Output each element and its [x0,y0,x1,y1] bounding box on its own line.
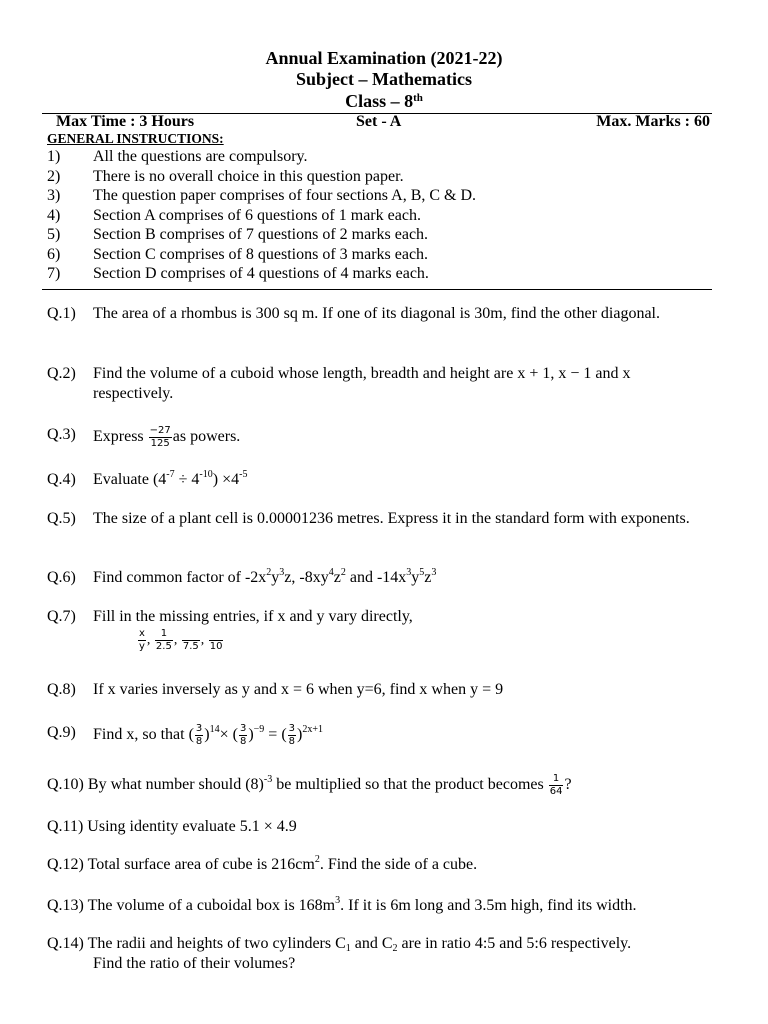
blank-numerator [182,628,200,641]
exam-class [0,91,768,112]
fraction-numerator: −27 [149,425,171,436]
question-text [47,855,719,875]
blank-fraction [209,628,224,653]
fraction-denominator: 8 [239,736,247,747]
question-text: Fill in the missing entries, if x and y vary directly, [93,608,413,625]
q10-part: By what number should (8) [83,776,264,794]
fraction-numerator: 3 [195,723,203,734]
question-number: Q.11) [47,818,84,835]
exponent: 3 [279,567,285,578]
fraction [138,628,146,653]
fraction-denominator: 7.5 [182,641,199,652]
fraction [239,723,247,748]
fraction [155,628,173,653]
question-number: Q.10) [47,776,84,794]
q14-part: and C [350,935,393,952]
question-text: The size of a plant cell is 0.00001236 metres. Express it in the standard form with exponents. [93,510,690,527]
q14-part: are in ratio 4:5 and 5:6 respectively. [397,935,632,952]
exponent: 2 [314,854,320,865]
exam-meta-row [42,113,712,133]
q10-part: ? [564,776,572,794]
question-text [93,425,719,450]
class-label: Class – 8 [345,91,414,111]
instructions-divider [42,289,712,290]
blank-fraction [182,628,200,653]
question-text: Find the ratio of their volumes? [93,955,296,972]
q4-part: ) ×4 [212,471,240,488]
exponent: 4 [328,567,334,578]
instruction-number: 5) [47,226,61,243]
instruction-text: Section D comprises of 4 questions of 4 marks each. [93,265,429,282]
q9-part: ) [248,726,254,744]
question-number: Q.12) [47,856,84,873]
question-number: Q.13) [47,897,84,914]
q3-post: as powers. [172,428,241,446]
q13-part: The volume of a cuboidal box is 168m [83,897,336,914]
separator: , [146,632,151,648]
q12-part: . Find the side of a cube. [319,856,478,873]
fraction-denominator: 8 [288,736,296,747]
question-text: If x varies inversely as y and x = 6 when y=6, find x when y = 9 [93,681,504,698]
fraction-denominator: 10 [209,641,223,652]
question-text: The area of a rhombus is 300 sq m. If one of its diagonal is 30m, find the other diagonal. [93,305,660,322]
instructions-heading: GENERAL INSTRUCTIONS: [47,131,224,146]
fraction-denominator: y [139,641,145,652]
q4-part: Evaluate (4 [93,471,167,488]
separator: , [173,632,178,648]
exponent: −9 [253,724,265,736]
exponent: 2 [340,567,346,578]
subscript: 1 [345,943,351,954]
question-text: Find the volume of a cuboid whose length, breadth and height are x + 1, x − 1 and x respectively. [93,365,631,402]
question-number: Q.6) [47,569,76,586]
exponent: -10 [199,469,213,480]
exponent: -5 [239,469,248,480]
question-text [47,896,719,916]
subscript: 2 [392,943,398,954]
q6-part: z, -8xy [284,569,329,586]
q6-part: z [424,569,432,586]
fraction-numerator: x [139,628,145,639]
exam-title: Annual Examination (2021-22) [265,48,503,68]
q6-part: z [333,569,341,586]
q10-part: be multiplied so that the product becomes [272,776,548,794]
instruction-text: Section C comprises of 8 questions of 3 marks each. [93,246,429,263]
fraction-denominator: 125 [150,438,170,449]
exponent: 3 [431,567,437,578]
exponent: 14 [209,724,220,736]
exponent: 5 [419,567,425,578]
separator: , [200,632,205,648]
question-number: Q.1) [47,305,76,322]
q4-part: ÷ 4 [174,471,200,488]
instruction-number: 1) [47,148,61,165]
fraction-numerator: 1 [155,628,173,641]
q9-part: ) [204,726,210,744]
q6-part: and -14x [345,569,407,586]
question-number: Q.7) [47,608,76,625]
fraction-numerator: 3 [239,723,247,734]
question-text [47,817,719,837]
exponent: 2x+1 [302,724,323,736]
fraction-numerator: 1 [549,773,564,786]
q3-pre: Express [93,428,148,446]
q6-part: Find common factor of -2x [93,569,267,586]
fraction-denominator: 2.5 [155,641,172,652]
instruction-number: 3) [47,187,61,204]
question-number: Q.14) [47,935,84,952]
question-number: Q.4) [47,471,76,488]
question-text [93,470,719,490]
q6-part: y [411,569,420,586]
q12-part: Total surface area of cube is 216cm [83,856,315,873]
instruction-text: There is no overall choice in this question paper. [93,168,404,185]
class-superscript: th [413,92,423,104]
exponent: -7 [166,469,175,480]
q7-fraction-row [137,628,224,653]
instruction-text: Section B comprises of 7 questions of 2 marks each. [93,226,429,243]
q6-part: y [271,569,280,586]
question-number: Q.2) [47,365,76,382]
fraction [549,773,564,798]
question-number: Q.3) [47,426,76,443]
instruction-number: 4) [47,207,61,224]
instruction-text: All the questions are compulsory. [93,148,308,165]
exponent: 3 [406,567,412,578]
question-text [47,934,719,954]
question-text [93,723,719,748]
question-number: Q.9) [47,724,76,741]
instruction-text: The question paper comprises of four sections A, B, C & D. [93,187,477,204]
exponent: -3 [263,774,273,786]
q9-part: = ( [264,726,287,744]
paper-set: Set - A [356,113,402,130]
q9-part: ) [297,726,303,744]
instruction-number: 7) [47,265,61,282]
fraction [288,723,296,748]
exam-subject: Subject – Mathematics [296,69,472,89]
question-number: Q.5) [47,510,76,527]
instruction-number: 6) [47,246,61,263]
instruction-number: 2) [47,168,61,185]
fraction-denominator: 8 [195,736,203,747]
fraction-denominator: 64 [549,786,563,797]
exponent: 3 [335,895,341,906]
fraction [149,425,172,450]
q9-part: × ( [219,726,238,744]
question-number: Q.8) [47,681,76,698]
blank-numerator [209,628,224,641]
fraction [195,723,203,748]
q11-part: Using identity evaluate 5.1 × 4.9 [83,818,297,835]
q14-part: The radii and heights of two cylinders C [83,935,346,952]
max-marks: Max. Marks : 60 [596,113,710,130]
question-text [93,568,719,588]
fraction-numerator: 3 [288,723,296,734]
exponent: 2 [266,567,272,578]
max-time: Max Time : 3 Hours [56,113,195,130]
q13-part: . If it is 6m long and 3.5m high, find its width. [340,897,637,914]
instruction-text: Section A comprises of 6 questions of 1 mark each. [93,207,421,224]
question-text [47,773,719,798]
q9-part: Find x, so that ( [93,726,194,744]
